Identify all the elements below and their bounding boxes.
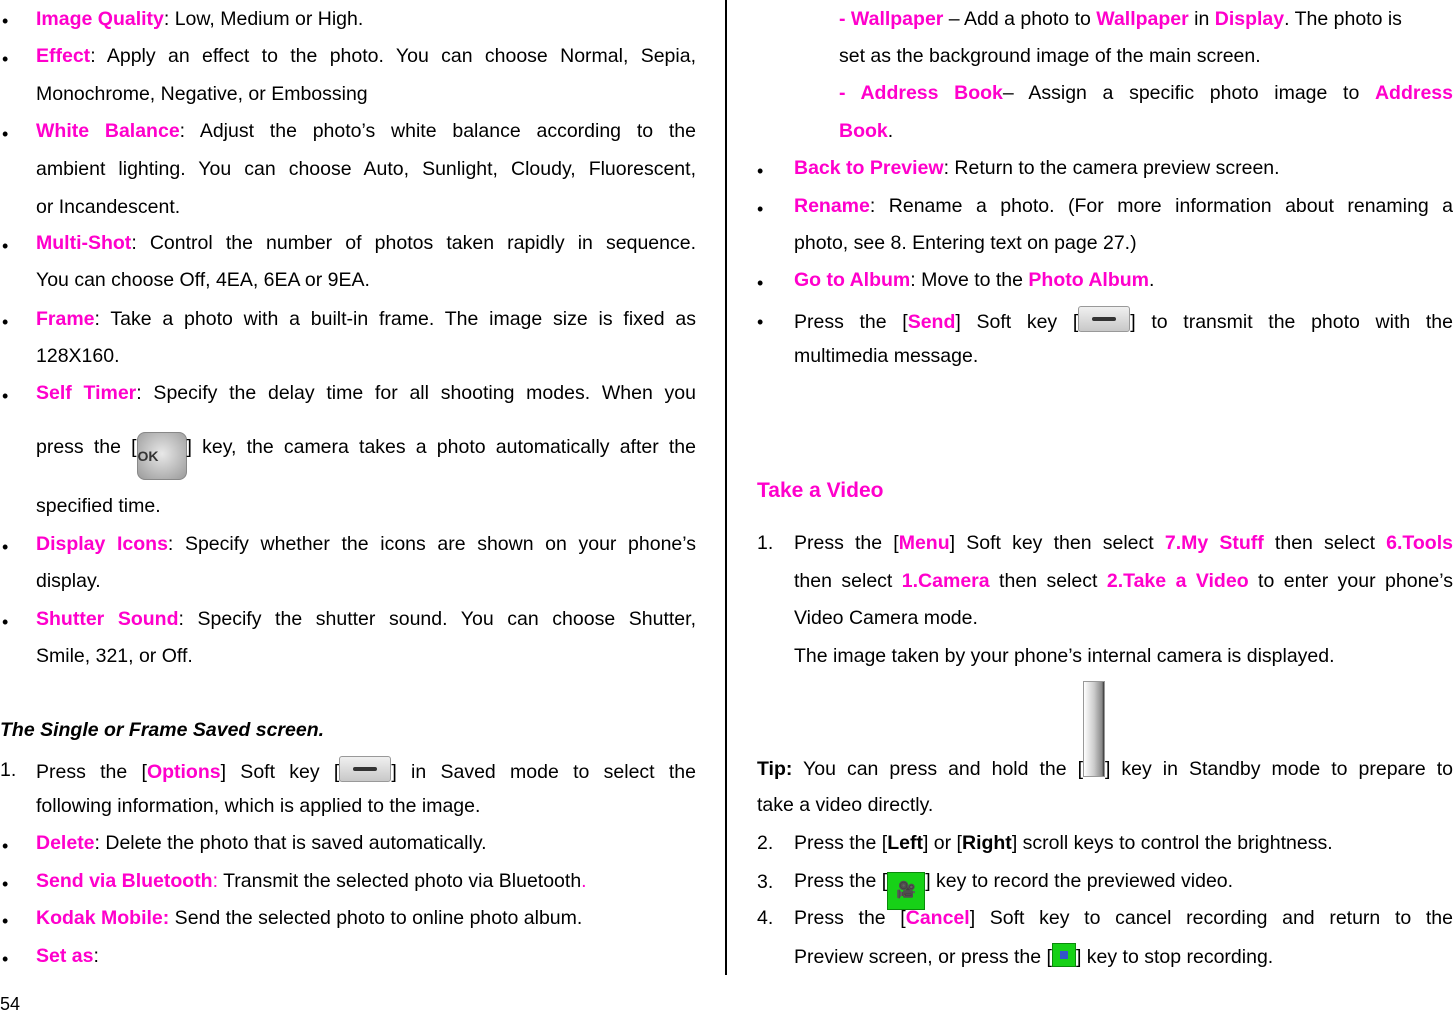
image-quality-item: Image Quality: Low, Medium or High. — [36, 8, 364, 30]
press-send-cont: multimedia message. — [794, 345, 979, 367]
step-number: 4. — [757, 907, 774, 929]
address-book-item: - Address Book– Assign a specific photo image to Address — [839, 82, 1453, 104]
bullet: • — [2, 836, 9, 856]
bullet: • — [757, 273, 764, 293]
soft-key-icon — [1078, 306, 1130, 332]
step-number: 3. — [757, 871, 774, 893]
shutter-sound-item: Shutter Sound: Specify the shutter sound. You can choose Shutter, — [36, 608, 696, 630]
bullet: • — [2, 312, 9, 332]
white-balance-item: White Balance: Adjust the photo’s white balance according to the — [36, 120, 696, 142]
options-step: Press the [Options] Soft key [ ] in Saved mode to select the — [36, 756, 696, 786]
frame-item: Frame: Take a photo with a built-in frame. The image size is fixed as — [36, 308, 696, 330]
white-balance-cont2: or Incandescent. — [36, 196, 181, 218]
press-send-item: Press the [Send] Soft key [ ] to transmit the photo with the — [794, 306, 1453, 336]
display-icons-item: Display Icons: Specify whether the icons are shown on your phone’s — [36, 533, 696, 555]
bullet: • — [2, 236, 9, 256]
self-timer-cont2: specified time. — [36, 495, 161, 517]
kodak-item: Kodak Mobile: Send the selected photo to online photo album. — [36, 907, 583, 929]
video-step-4: Press the [Cancel] Soft key to cancel recording and return to the — [794, 907, 1453, 929]
address-book-cont: Book. — [839, 120, 894, 142]
page-number: 54 — [0, 994, 21, 1014]
multi-shot-item: Multi-Shot: Control the number of photos taken rapidly in sequence. — [36, 232, 696, 254]
bullet: • — [757, 161, 764, 181]
frame-cont: 128X160. — [36, 345, 120, 367]
self-timer-item: Self Timer: Specify the delay time for all shooting modes. When you — [36, 382, 696, 404]
video-step-1: Press the [Menu] Soft key then select 7.My Stuff then select 6.Tools — [794, 532, 1453, 554]
step-number: 1. — [0, 759, 17, 781]
shutter-sound-cont: Smile, 321, or Off. — [36, 645, 193, 667]
bullet: • — [2, 124, 9, 144]
step-number: 1. — [757, 532, 774, 554]
take-video-heading: Take a Video — [757, 479, 884, 502]
options-step-cont: following information, which is applied to the image. — [36, 795, 481, 817]
video-step-1-cont: then select 1.Camera then select 2.Take a Video to enter your phone’s — [794, 570, 1453, 592]
wallpaper-item: - Wallpaper – Add a photo to Wallpaper in Display. The photo is — [839, 8, 1402, 30]
bullet: • — [2, 949, 9, 969]
video-step-2: Press the [Left] or [Right] scroll keys to control the brightness. — [794, 832, 1333, 854]
set-as-item: Set as: — [36, 945, 99, 967]
multi-shot-cont: You can choose Off, 4EA, 6EA or 9EA. — [36, 269, 370, 291]
bullet: • — [757, 199, 764, 219]
bullet: • — [2, 612, 9, 632]
side-camera-key-icon — [1083, 681, 1105, 777]
soft-key-icon — [339, 756, 391, 782]
tip-cont: take a video directly. — [757, 794, 934, 816]
send-bluetooth-item: Send via Bluetooth: Transmit the selected photo via Bluetooth. — [36, 870, 587, 892]
video-step-1-cont2: Video Camera mode. — [794, 607, 978, 629]
saved-screen-heading: The Single or Frame Saved screen. — [0, 719, 325, 741]
tip-line: Tip: You can press and hold the [ ] key in Standby mode to prepare to — [757, 681, 1453, 777]
rename-cont: photo, see 8. Entering text on page 27.) — [794, 232, 1137, 254]
bullet: • — [2, 911, 9, 931]
bullet: • — [2, 11, 9, 31]
display-icons-cont: display. — [36, 570, 101, 592]
ok-key-icon: OK — [137, 432, 187, 480]
delete-item: Delete: Delete the photo that is saved automatically. — [36, 832, 487, 854]
bullet: • — [2, 537, 9, 557]
stop-key-icon — [1052, 943, 1076, 967]
wallpaper-cont: set as the background image of the main screen. — [839, 45, 1261, 67]
rename-item: Rename: Rename a photo. (For more information about renaming a — [794, 195, 1453, 217]
effect-item: Effect: Apply an effect to the photo. You can choose Normal, Sepia, — [36, 45, 696, 67]
white-balance-cont: ambient lighting. You can choose Auto, Sunlight, Cloudy, Fluorescent, — [36, 158, 696, 180]
step-number: 2. — [757, 832, 774, 854]
video-step-1-note: The image taken by your phone’s internal camera is displayed. — [794, 645, 1335, 667]
self-timer-cont: press the [OK ] key, the camera takes a photo automatically after the — [36, 424, 696, 480]
go-album-item: Go to Album: Move to the Photo Album. — [794, 269, 1155, 291]
video-step-4-cont: Preview screen, or press the [ ] key to stop recording. — [794, 942, 1273, 972]
bullet: • — [2, 386, 9, 406]
back-preview-item: Back to Preview: Return to the camera preview screen. — [794, 157, 1280, 179]
bullet: • — [2, 49, 9, 69]
effect-item-cont: Monochrome, Negative, or Embossing — [36, 83, 368, 105]
record-video-key-icon: 🎥 — [887, 872, 925, 910]
bullet: • — [2, 874, 9, 894]
column-divider — [725, 0, 727, 975]
bullet: • — [757, 312, 764, 332]
video-step-3: Press the [ 🎥 ] key to record the previewed video. — [794, 862, 1233, 910]
